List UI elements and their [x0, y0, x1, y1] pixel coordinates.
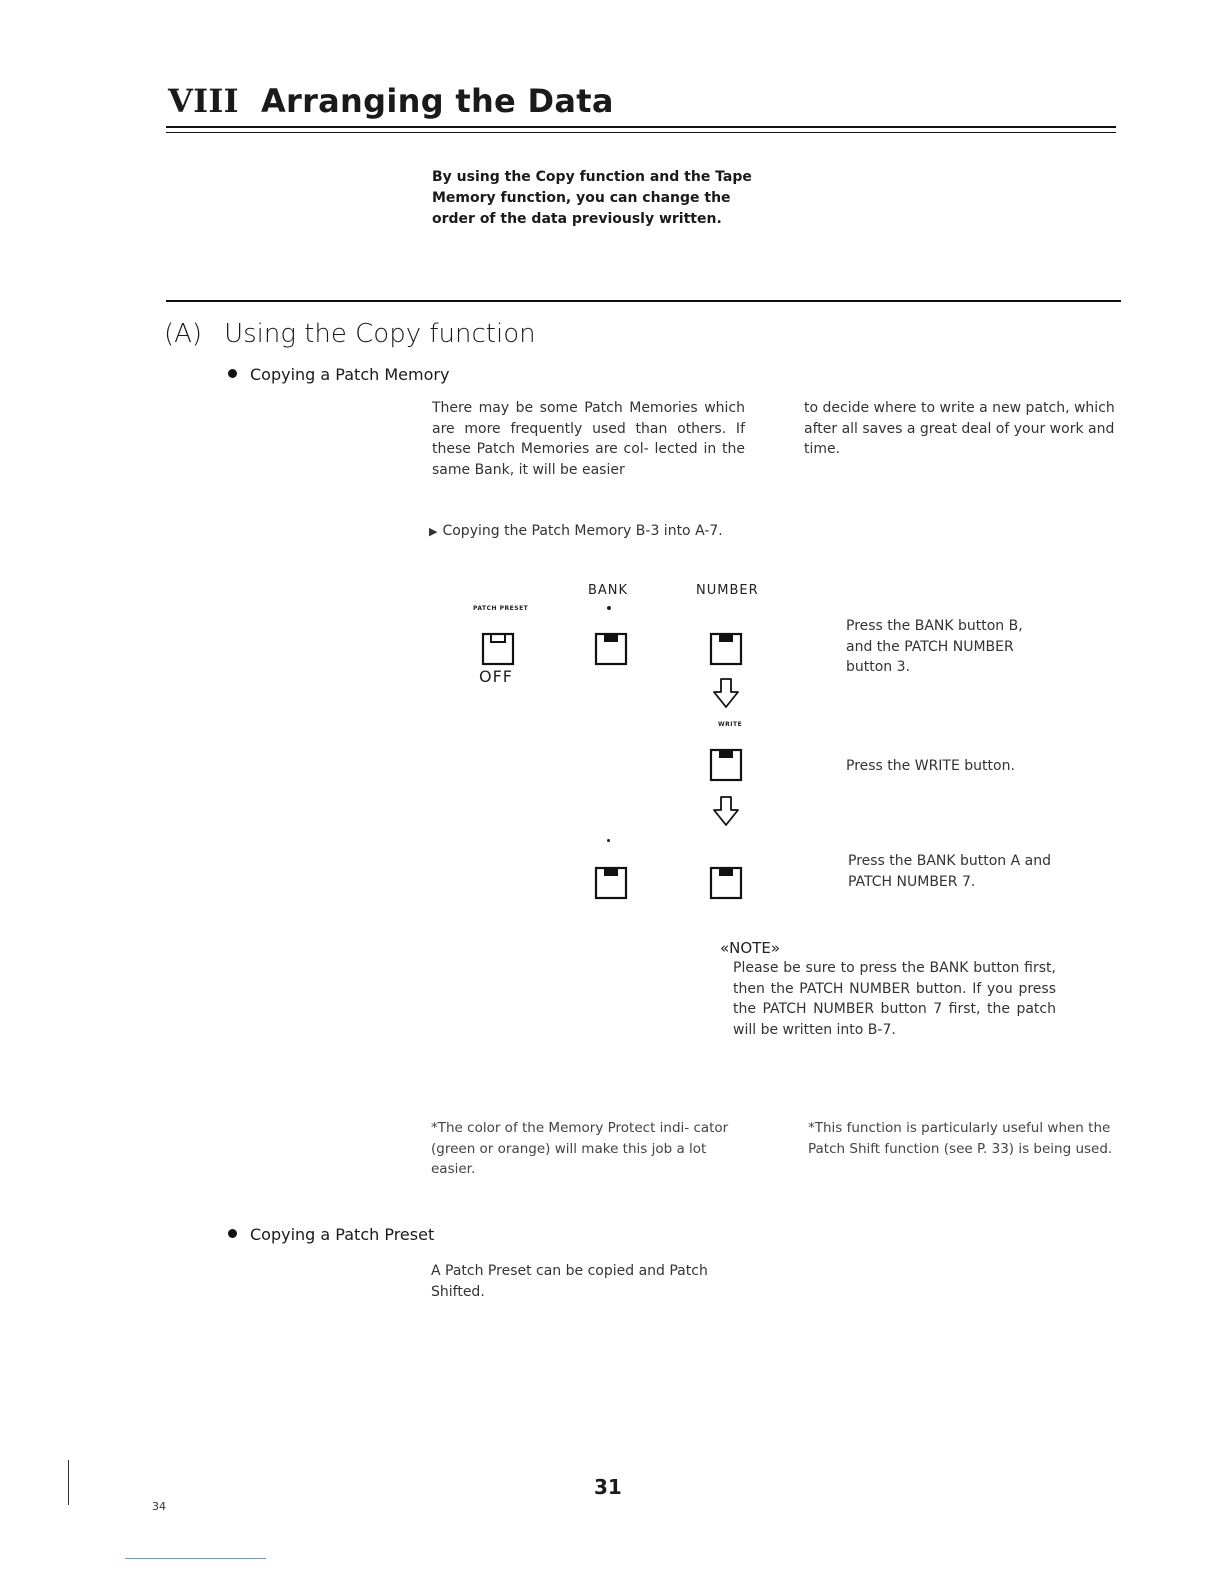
subsection-heading-preset [228, 1225, 434, 1244]
preset-paragraph: A Patch Preset can be copied and Patch Shifted. [431, 1263, 708, 1300]
chapter-title [168, 82, 614, 120]
example-text: Copying the Patch Memory B-3 into A-7. [442, 523, 723, 539]
corner-page-mark: 34 [152, 1500, 166, 1513]
down-arrow-icon [709, 676, 743, 710]
subsection-heading-preset-text: Copying a Patch Preset [250, 1225, 435, 1244]
memory-paragraph-left: There may be some Patch Memories which are more frequently used than others. If these Patch Memories are col- lected in the same Bank, it will be easier [432, 400, 745, 478]
page-number: 31 [594, 1475, 622, 1499]
play-arrow-icon: ▶ [429, 525, 438, 538]
footnote-right: *This function is particularly useful when the Patch Shift function (see P. 33) is being used. [808, 1120, 1113, 1157]
write-button-icon [709, 748, 743, 782]
note-heading: «NOTE» [720, 939, 781, 957]
chapter-number: VIII [168, 82, 239, 120]
subsection-heading-memory [228, 365, 449, 384]
column-label-number: NUMBER [696, 583, 759, 598]
number-button-7-icon [709, 866, 743, 900]
section-title: Using the Copy function [224, 319, 536, 349]
bank-button-a-icon [594, 866, 628, 900]
section-rule [166, 300, 1121, 302]
bottom-rule [125, 1558, 266, 1559]
step-1-text: Press the BANK button B, and the PATCH NUMBER button 3. [846, 618, 1023, 675]
margin-mark [68, 1460, 69, 1505]
step-2-text: Press the WRITE button. [846, 758, 1015, 774]
bank-button-b-icon [594, 632, 628, 666]
section-heading [164, 319, 536, 349]
patch-preset-button-icon [481, 632, 515, 666]
down-arrow-icon [709, 794, 743, 828]
memory-paragraph-right: to decide where to write a new patch, which after all saves a great deal of your work and time. [804, 400, 1115, 457]
bank-led-indicator-2 [607, 839, 610, 842]
section-letter: (A) [164, 319, 203, 349]
number-button-3-icon [709, 632, 743, 666]
bullet-icon [228, 1229, 237, 1238]
chapter-title-text: Arranging the Data [260, 82, 614, 120]
subsection-heading-memory-text: Copying a Patch Memory [250, 365, 450, 384]
footnote-left: *The color of the Memory Protect indi- cator (green or orange) will make this job a lot easier. [431, 1120, 729, 1177]
write-label: WRITE [718, 721, 743, 728]
note-text: Please be sure to press the BANK button first, then the PATCH NUMBER button. If you press the PATCH NUMBER button 7 first, the patch will be written into B-7. [733, 960, 1056, 1038]
header-rule [166, 126, 1116, 133]
patch-preset-label: PATCH PRESET [473, 605, 529, 612]
column-label-bank: BANK [588, 583, 629, 598]
bullet-icon [228, 369, 237, 378]
example-line [429, 521, 723, 543]
off-label: OFF [479, 667, 513, 686]
intro-paragraph: By using the Copy function and the Tape Memory function, you can change the order of the data previously written. [432, 169, 752, 227]
bank-led-indicator [607, 606, 611, 610]
step-3-text: Press the BANK button A and PATCH NUMBER 7. [848, 853, 1051, 890]
